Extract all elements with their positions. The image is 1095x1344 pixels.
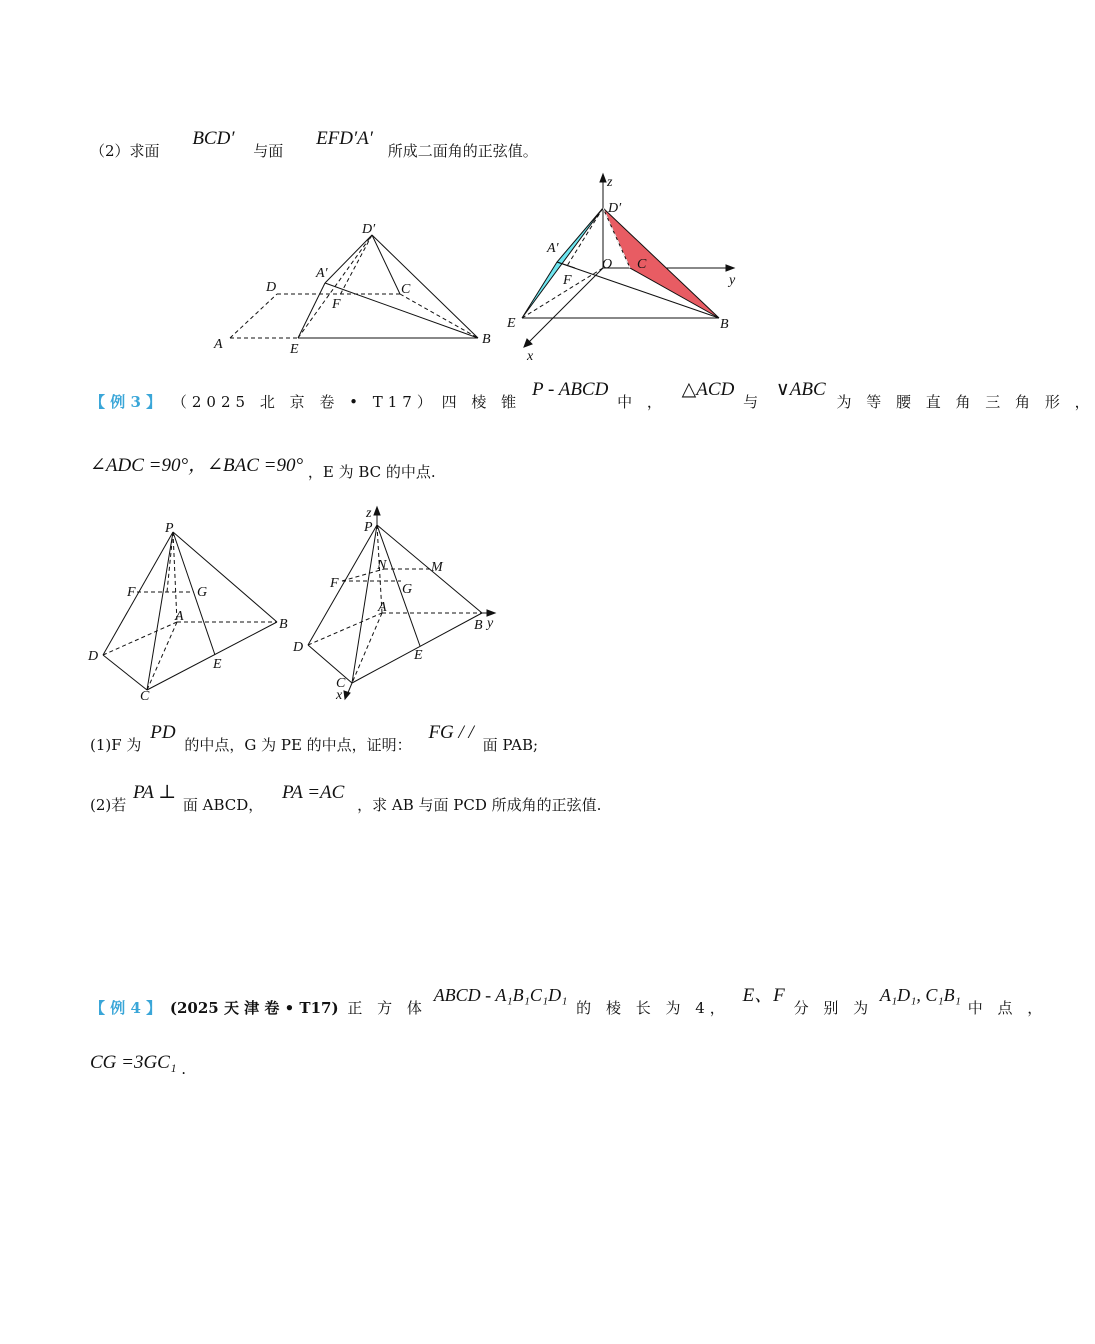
figure-pyramid [85, 520, 300, 705]
fig3-label-a: A [175, 609, 184, 624]
example3-math-acd: △ACD [681, 379, 735, 400]
fig3-label-d: D [88, 649, 99, 664]
fig4-label-g: G [402, 582, 413, 597]
fig3-label-b: B [279, 617, 288, 632]
fig4-label-y: y [487, 616, 494, 631]
fig2-label-e: E [507, 316, 516, 331]
fig2-label-x: x [527, 349, 534, 364]
fig1-label-e: E [290, 342, 299, 357]
example3-line1 [90, 379, 1095, 413]
part2-prefix: (2)若 [90, 796, 127, 814]
fig4-label-e: E [414, 648, 423, 663]
example4-source: (2025 天 津 卷 • T17) [169, 999, 339, 1017]
part2-math-pa-ac: PA =AC [282, 782, 345, 803]
fig4-label-f: F [330, 576, 339, 591]
example3-text5: ，E 为 BC 的中点. [307, 463, 436, 481]
fig2-label-o: O [602, 257, 613, 272]
example3-label: 【 例 3 】 [90, 393, 162, 411]
example3-text1: 四 棱 锥 [441, 393, 522, 411]
part1-suffix: 面 PAB; [482, 736, 539, 754]
fig3-label-f: F [127, 585, 136, 600]
part1-prefix: (1)F 为 [90, 736, 142, 754]
fig1-label-a: A [214, 337, 223, 352]
question-mid: 与面 [253, 142, 284, 160]
fig1-label-c: C [401, 282, 411, 297]
fig3-label-g: G [197, 585, 208, 600]
example4-line1 [90, 985, 1048, 1019]
example4-math-cube: ABCD - A₁B₁C₁D₁ [433, 985, 568, 1005]
fig1-label-b: B [482, 332, 491, 347]
fig4-label-c: C [336, 676, 346, 691]
example4-math-midpoints: A₁D₁, C₁B₁ [879, 985, 961, 1005]
example4-math-ef: E、F [742, 985, 785, 1006]
part2-math-pa-perp: PA ⊥ [133, 782, 177, 803]
question-part2-line [90, 128, 538, 162]
example4-text3: 分 别 为 [793, 999, 874, 1017]
fig1-label-f: F [332, 297, 341, 312]
example3-text2: 中 ， [617, 393, 667, 411]
fig2-label-f: F [563, 273, 572, 288]
fig4-label-d: D [293, 640, 304, 655]
fig4-label-b: B [474, 618, 483, 633]
fig4-label-z: z [366, 506, 372, 521]
figure-fold-solid [200, 215, 500, 365]
fig3-label-p: P [165, 521, 174, 536]
fig4-label-m: M [431, 560, 443, 575]
example4-text2: 的 棱 长 为 4， [576, 999, 730, 1017]
example3-part1 [90, 722, 539, 756]
fig2-label-y: y [729, 273, 736, 288]
example3-part2 [90, 782, 602, 816]
example3-math-abc: ∨ABC [775, 379, 826, 400]
example4-math-cg: CG =3GC₁ [90, 1052, 177, 1073]
fig4-label-x: x [336, 688, 343, 703]
fig2-label-aprime: A′ [547, 241, 559, 256]
fig1-label-dprime: D′ [362, 222, 376, 237]
example3-math-pabcd: P - ABCD [531, 379, 609, 400]
example3-source: （2025 北 京 卷 • T17） [171, 393, 437, 411]
example3-math-angles: ∠ADC =90°，∠BAC =90° [90, 455, 304, 476]
example4-text1: 正 方 体 [347, 999, 427, 1017]
example4-text4: 中 点 ， [967, 999, 1048, 1017]
figure-pyramid-axes [290, 505, 505, 703]
example4-line2 [90, 1052, 187, 1078]
fig1-label-aprime: A′ [316, 266, 328, 281]
fig2-label-dprime: D′ [608, 201, 622, 216]
example4-text5: . [181, 1060, 187, 1078]
question-suffix: 所成二面角的正弦值。 [387, 142, 538, 160]
example3-text3: 与 [743, 393, 764, 411]
part1-mid: 的中点，G 为 PE 的中点，证明： [184, 736, 412, 754]
fig4-label-a: A [378, 600, 387, 615]
example3-line2 [90, 450, 436, 481]
fig2-label-c: C [637, 257, 647, 272]
fig4-label-p: P [364, 520, 373, 535]
part1-math-pd: PD [150, 722, 176, 743]
fig2-label-b: B [720, 317, 729, 332]
part2-suffix: ，求 AB 与面 PCD 所成角的正弦值. [357, 796, 602, 814]
part1-math-fg: FG / / [428, 722, 474, 743]
fig1-label-d: D [266, 280, 277, 295]
part2-mid: 面 ABCD， [182, 796, 264, 814]
plane-efda: EFD′A′ [316, 128, 373, 149]
figure-coordinate-planes [505, 172, 755, 367]
fig3-label-c: C [140, 689, 150, 704]
fig3-label-e: E [213, 657, 222, 672]
example4-label: 【 例 4 】 [90, 999, 162, 1017]
plane-bcd: BCD′ [192, 128, 235, 149]
fig2-label-z: z [607, 175, 613, 190]
question-prefix: （2）求面 [90, 142, 160, 160]
fig4-label-n: N [377, 558, 387, 573]
example3-text4: 为 等 腰 直 角 三 角 形 ， [836, 393, 1095, 411]
